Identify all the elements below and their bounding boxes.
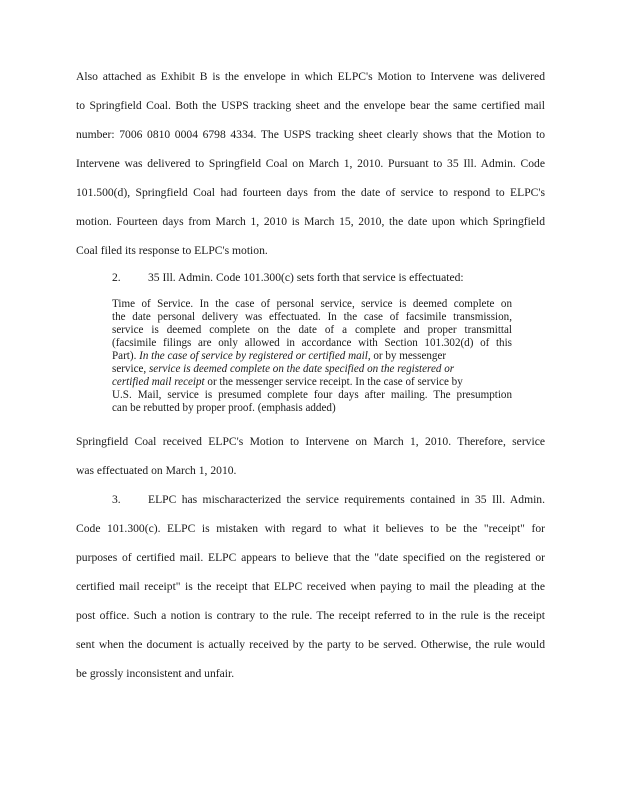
quote-segment: service, bbox=[112, 363, 147, 375]
quote-line bbox=[112, 350, 512, 363]
quote-segment: or the messenger service receipt. In the case of service by bbox=[207, 376, 463, 388]
paragraph-1-line: Also attached as Exhibit B is the envelope in which ELPC's Motion to Intervene was delivered bbox=[76, 70, 545, 83]
quote-line bbox=[112, 376, 512, 389]
paragraph-1-line: motion. Fourteen days from March 1, 2010 is March 15, 2010, the date upon which Springfield bbox=[76, 215, 545, 228]
paragraph-4-line: be grossly inconsistent and unfair. bbox=[76, 667, 235, 680]
paragraph-1-line: to Springfield Coal. Both the USPS tracking sheet and the envelope bear the same certified mail bbox=[76, 99, 545, 112]
paragraph-4-line: post office. Such a notion is contrary to the rule. The receipt referred to in the rule is the receipt bbox=[76, 609, 545, 622]
quote-emphasis: certified mail receipt bbox=[112, 376, 205, 388]
paragraph-1-line: Coal filed its response to ELPC's motion. bbox=[76, 244, 268, 257]
paragraph-4-line: certified mail receipt" is the receipt that ELPC received when paying to mail the pleading at the bbox=[76, 580, 545, 593]
paragraph-1-line: number: 7006 0810 0004 6798 4334. The USPS tracking sheet clearly shows that the Motion to bbox=[76, 128, 545, 141]
quote-line: (facsimile filings are only allowed in accordance with Section 101.302(d) of this bbox=[112, 337, 512, 349]
quote-line: the date personal delivery was effectuated. In the case of facsimile transmission, bbox=[112, 311, 512, 323]
quote-emphasis: service is deemed complete on the date specified on the registered or bbox=[148, 363, 455, 375]
paragraph-4-line: Code 101.300(c). ELPC is mistaken with regard to what it believes to be the "receipt" for bbox=[76, 522, 545, 535]
paragraph-1-line: Intervene was delivered to Springfield Coal on March 1, 2010. Pursuant to 35 Ill. Admin. Code bbox=[76, 157, 545, 170]
quote-line: can be rebutted by proper proof. (emphasis added) bbox=[112, 402, 336, 414]
quote-segment: Part). bbox=[112, 350, 137, 362]
paragraph-number: 3. bbox=[112, 493, 121, 506]
paragraph-3-line: Springfield Coal received ELPC's Motion to Intervene on March 1, 2010. Therefore, service bbox=[76, 435, 545, 448]
quote-line: service is deemed complete on the date of a complete and proper transmittal bbox=[112, 324, 512, 336]
paragraph-3-line: was effectuated on March 1, 2010. bbox=[76, 464, 237, 477]
quote-emphasis: In the case of service by registered or certified mail, bbox=[139, 350, 371, 362]
paragraph-2-text: 35 Ill. Admin. Code 101.300(c) sets forth that service is effectuated: bbox=[148, 271, 464, 284]
quote-line bbox=[112, 363, 512, 376]
paragraph-4-line: ELPC has mischaracterized the service requirements contained in 35 Ill. Admin. bbox=[148, 493, 545, 506]
paragraph-1-line: 101.500(d), Springfield Coal had fourteen days from the date of service to respond to ELPC's bbox=[76, 186, 545, 199]
paragraph-number: 2. bbox=[112, 271, 121, 284]
quote-segment: or by messenger bbox=[373, 350, 447, 362]
quote-line: Time of Service. In the case of personal service, service is deemed complete on bbox=[112, 298, 512, 310]
quote-line: U.S. Mail, service is presumed complete four days after mailing. The presumption bbox=[112, 389, 512, 401]
paragraph-4-line: purposes of certified mail. ELPC appears to believe that the "date specified on the registered or bbox=[76, 551, 545, 564]
paragraph-4-line: sent when the document is actually received by the party to be served. Otherwise, the rule would bbox=[76, 638, 545, 651]
